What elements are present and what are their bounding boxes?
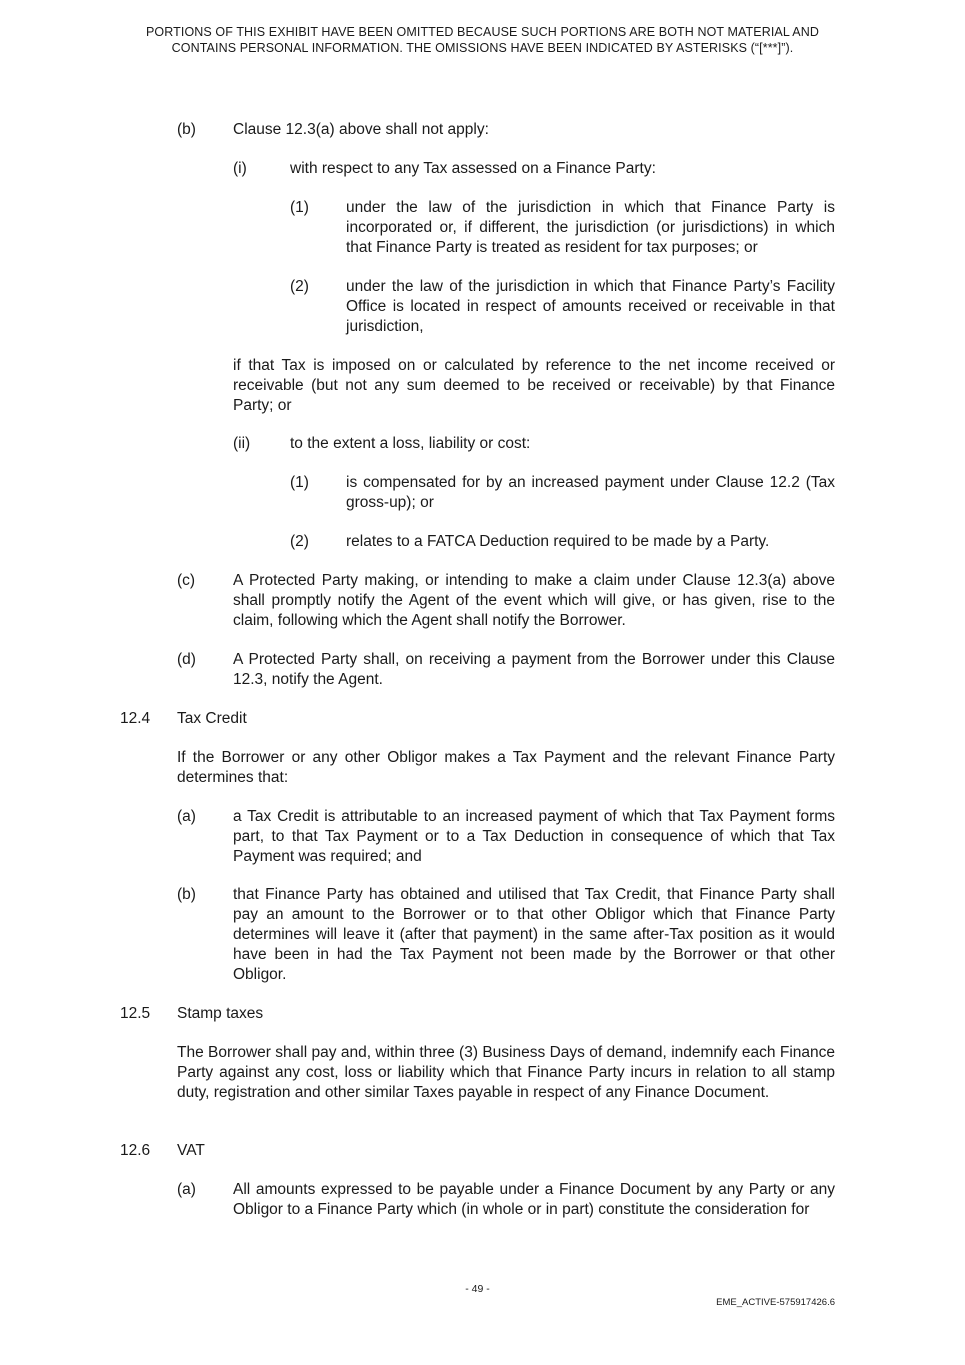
vat-label-a: (a) xyxy=(177,1181,196,1198)
tax-credit-label-b: (b) xyxy=(177,886,196,903)
clause-text-d: A Protected Party shall, on receiving a payment from the Borrower under this Clause 12.3, notify the Agent. xyxy=(233,651,835,688)
subclause-label-i: (i) xyxy=(233,160,247,177)
page-header xyxy=(110,24,855,56)
clause-label-d: (d) xyxy=(177,651,196,668)
header-line-2: CONTAINS PERSONAL INFORMATION. THE OMISSIONS HAVE BEEN INDICATED BY ASTERISKS (“[***]”). xyxy=(171,41,794,55)
stamp-taxes-text: The Borrower shall pay and, within three (3) Business Days of demand, indemnify each Finance Party against any cost, loss or liability which that Finance Party incurs in relation to all stamp duty, registration and other similar Taxes payable in respect of any Finance Document. xyxy=(177,1044,835,1101)
item-text-i-2: under the law of the jurisdiction in which that Finance Party’s Facility Office is located in respect of amounts received or receivable in that jurisdiction, xyxy=(346,278,835,335)
section-heading-tax-credit: Tax Credit xyxy=(177,710,247,727)
subclause-text-ii: to the extent a loss, liability or cost: xyxy=(290,435,531,452)
tax-credit-text-a: a Tax Credit is attributable to an increased payment of which that Tax Payment forms part, to that Tax Payment or to a Tax Deduction in consequence of which that Tax Payment was required; and xyxy=(233,808,835,865)
section-number-12-4: 12.4 xyxy=(120,710,151,727)
section-heading-stamp-taxes: Stamp taxes xyxy=(177,1005,264,1022)
tax-credit-label-a: (a) xyxy=(177,808,196,825)
tax-credit-text-b: that Finance Party has obtained and utilised that Tax Credit, that Finance Party shall pay an amount to the Borrower or to that other Obligor which that Finance Party determines will leave it (after that payment) in the same after-Tax position as it would have been in had the Tax Payment not been made by the Borrower or that other Obligor. xyxy=(233,886,835,983)
subclause-label-ii: (ii) xyxy=(233,435,251,452)
clause-text-b: Clause 12.3(a) above shall not apply: xyxy=(233,121,489,138)
subclause-text-i: with respect to any Tax assessed on a Finance Party: xyxy=(290,160,656,177)
item-label-ii-2: (2) xyxy=(290,533,309,550)
paragraph-if-that-tax: if that Tax is imposed on or calculated by reference to the net income received or receivable (but not any sum deemed to be received or receivable) by that Finance Party; or xyxy=(233,357,835,414)
item-label-ii-1: (1) xyxy=(290,474,309,491)
item-text-ii-2: relates to a FATCA Deduction required to be made by a Party. xyxy=(346,533,770,550)
clause-label-c: (c) xyxy=(177,572,196,589)
item-text-i-1: under the law of the jurisdiction in which that Finance Party is incorporated or, if different, the jurisdiction (or jurisdictions) in which that Finance Party is treated as resident for tax purposes; or xyxy=(346,199,835,256)
item-label-i-2: (2) xyxy=(290,278,309,295)
tax-credit-intro: If the Borrower or any other Obligor makes a Tax Payment and the relevant Finance Party determines that: xyxy=(177,749,835,786)
item-label-i-1: (1) xyxy=(290,199,309,216)
header-line-1: PORTIONS OF THIS EXHIBIT HAVE BEEN OMITTED BECAUSE SUCH PORTIONS ARE BOTH NOT MATERIAL AND xyxy=(145,25,819,39)
clause-text-c: A Protected Party making, or intending to make a claim under Clause 12.3(a) above shall promptly notify the Agent of the event which will give, or has given, rise to the claim, following which the Agent shall notify the Borrower. xyxy=(233,572,835,629)
vat-text-a: All amounts expressed to be payable under a Finance Document by any Party or any Obligor to a Finance Party which (in whole or in part) constitute the consideration for xyxy=(233,1181,835,1218)
section-heading-vat: VAT xyxy=(177,1142,205,1159)
section-number-12-6: 12.6 xyxy=(120,1142,151,1159)
item-text-ii-1: is compensated for by an increased payment under Clause 12.2 (Tax gross-up); or xyxy=(346,474,835,511)
clause-label-b: (b) xyxy=(177,121,196,138)
section-number-12-5: 12.5 xyxy=(120,1005,151,1022)
page-number: - 49 - xyxy=(465,1283,490,1295)
document-id: EME_ACTIVE-575917426.6 xyxy=(716,1297,835,1308)
